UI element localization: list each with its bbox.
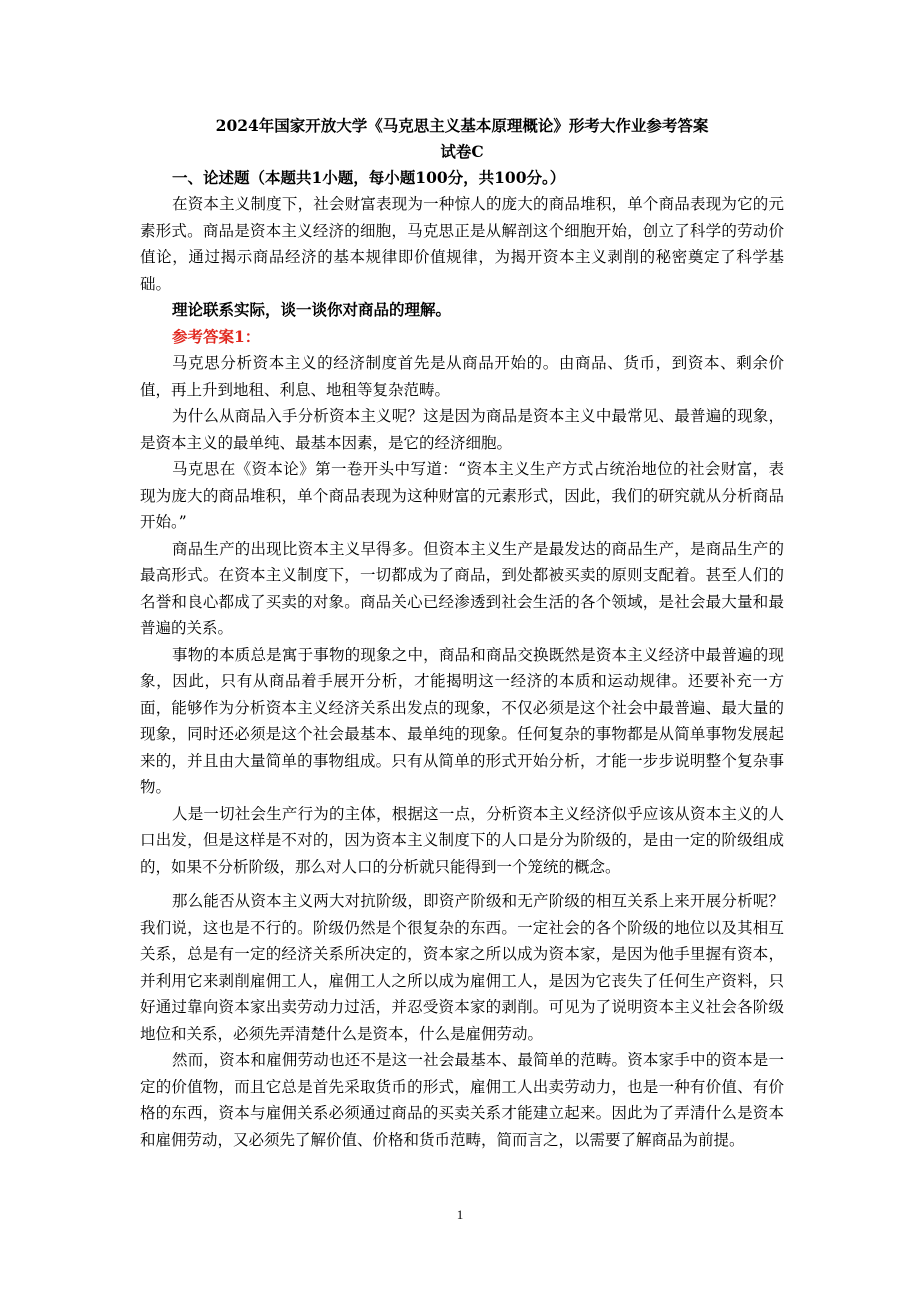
document-title: 2024年国家开放大学《马克思主义基本原理概论》形考大作业参考答案: [215, 116, 709, 135]
answer-paragraph: 事物的本质总是寓于事物的现象之中，商品和商品交换既然是资本主义经济中最普遍的现象，因此，只有从商品着手展开分析，才能揭明这一经济的本质和运动规律。还要补充一方面，能够作为分析资本主义经济关系出发点的现象，不仅必须是这个社会中最普遍、最大量的现象，同时还必须是这个社会最基本、最单纯的现象。任何复杂的事物都是从简单事物发展起来的，并且由大量简单的事物组成。只有从简单的形式开始分析，才能一步步说明整个复杂事物。: [140, 645, 784, 796]
answer-paragraph: 商品生产的出现比资本主义早得多。但资本主义生产是最发达的商品生产，是商品生产的最高形式。在资本主义制度下，一切都成为了商品，到处都被买卖的原则支配着。甚至人们的名誉和良心都成了买卖的对象。商品关心已经渗透到社会生活的各个领域，是社会最大量和最普遍的关系。: [140, 539, 784, 637]
answer-paragraph: 马克思分析资本主义的经济制度首先是从商品开始的。由商品、货币，到资本、剩余价值，再上升到地租、利息、地租等复杂范畴。: [140, 354, 784, 399]
answer-paragraph: 为什么从商品入手分析资本主义呢？这是因为商品是资本主义中最常见、最普遍的现象，是资本主义的最单纯、最基本因素，是它的经济细胞。: [140, 407, 784, 452]
answer-paragraph: 人是一切社会生产行为的主体，根据这一点，分析资本主义经济似乎应该从资本主义的人口出发，但是这样是不对的，因为资本主义制度下的人口是分为阶级的，是由一定的阶级组成的，如果不分析阶级，那么对人口的分析就只能得到一个笼统的概念。: [140, 804, 784, 876]
paragraph-gap: [140, 880, 784, 888]
intro-paragraph: 在资本主义制度下，社会财富表现为一种惊人的庞大的商品堆积，单个商品表现为它的元素形式。商品是资本主义经济的细胞，马克思正是从解剖这个细胞开始，创立了科学的劳动价值论，通过揭示商品经济的基本规律即价值规律，为揭开资本主义剥削的秘密奠定了科学基础。: [140, 195, 784, 293]
answer-paragraph: 那么能否从资本主义两大对抗阶级，即资产阶级和无产阶级的相互关系上来开展分析呢？我们说，这也是不行的。阶级仍然是个很复杂的东西。一定社会的各个阶级的地位以及其相互关系，总是有一定的经济关系所决定的，资本家之所以成为资本家，是因为他手里握有资本，并利用它来剥削雇佣工人，雇佣工人之所以成为雇佣工人，是因为它丧失了任何生产资料，只好通过靠向资本家出卖劳动力过活，并忍受资本家的剥削。可见为了说明资本主义社会各阶级地位和关系，必须先弄清楚什么是资本，什么是雇佣劳动。: [140, 892, 784, 1043]
document-subtitle: 试卷C: [440, 142, 484, 161]
answer-label: 参考答案1：: [172, 326, 261, 346]
document-body: [140, 113, 784, 1153]
answer-paragraph: 马克思在《资本论》第一卷开头中写道：“资本主义生产方式占统治地位的社会财富，表现为庞大的商品堆积，单个商品表现为这种财富的元素形式，因此，我们的研究就从分析商品开始。”: [140, 460, 784, 531]
page-number: 1: [456, 1207, 464, 1222]
section-heading: 一、论述题（本题共1小题，每小题100分，共100分。）: [172, 168, 566, 187]
answer-paragraph: 然而，资本和雇佣劳动也还不是这一社会最基本、最简单的范畴。资本家手中的资本是一定的价值物，而且它总是首先采取货币的形式，雇佣工人出卖劳动力，也是一种有价值、有价格的东西，资本与雇佣关系必须通过商品的买卖关系才能建立起来。因此为了弄清什么是资本和雇佣劳动，又必须先了解价值、价格和货币范畴，简而言之，以需要了解商品为前提。: [140, 1051, 784, 1149]
question-prompt: 理论联系实际，谈一谈你对商品的理解。: [172, 300, 452, 319]
